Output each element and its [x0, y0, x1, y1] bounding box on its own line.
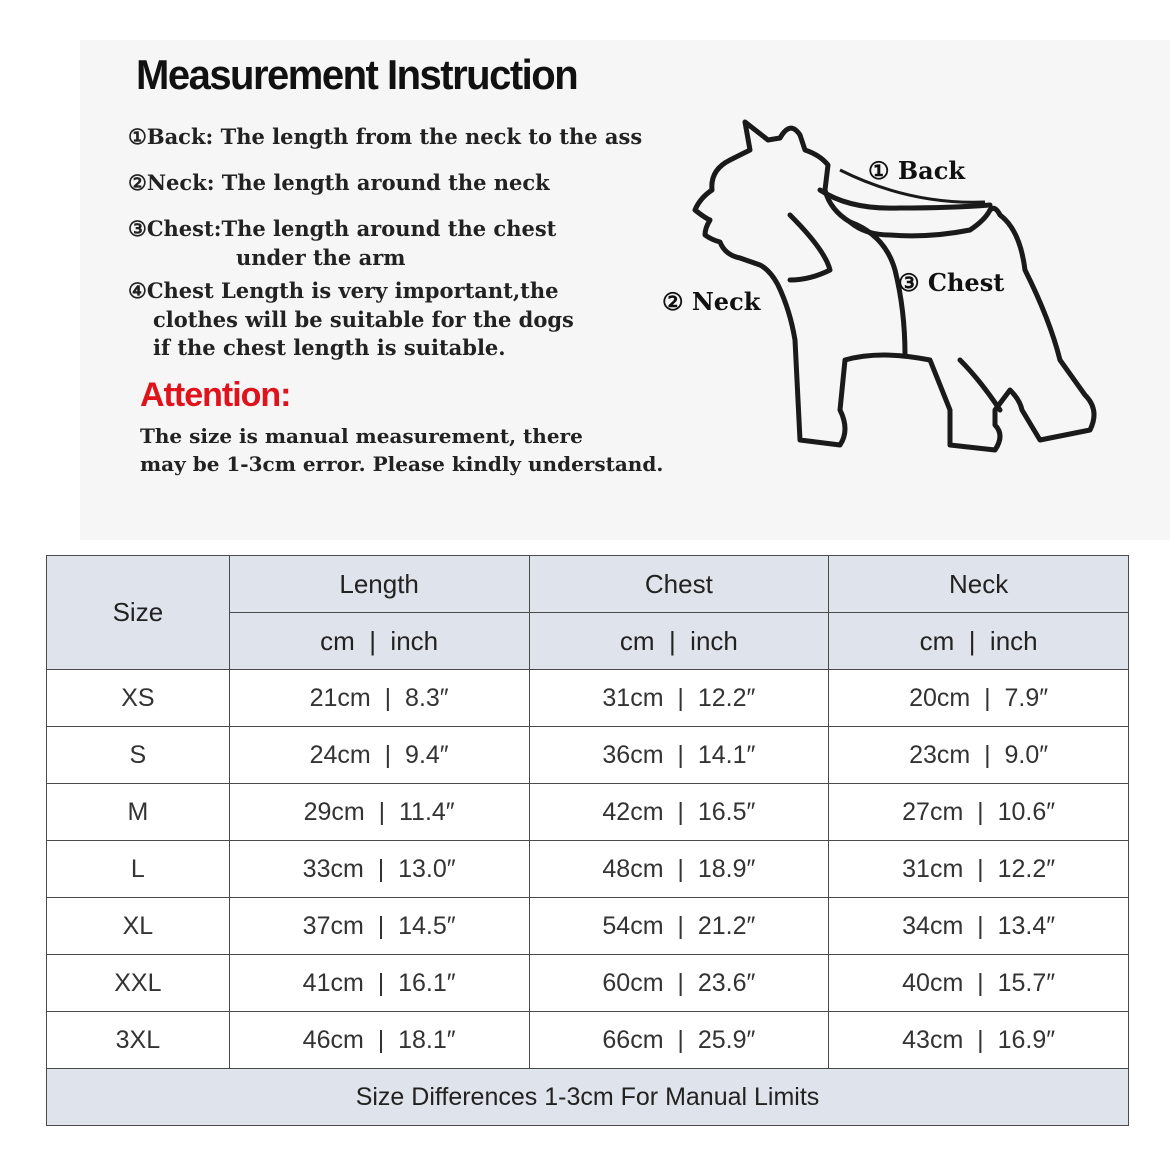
header-row — [47, 556, 1129, 613]
instruction-chest-length-cont2: if the chest length is suitable. — [153, 335, 506, 360]
table-row — [47, 898, 1129, 955]
size-cell: M — [47, 784, 230, 841]
chest-cell: 66cm | 25.9″ — [529, 1012, 829, 1069]
chest-strap — [850, 222, 905, 355]
table-row — [47, 670, 1129, 727]
length-cell: 21cm | 8.3″ — [229, 670, 529, 727]
unit-chest: cm | inch — [529, 613, 829, 670]
chest-cell: 42cm | 16.5″ — [529, 784, 829, 841]
attention-note-line1: The size is manual measurement, there — [140, 424, 583, 448]
table-row — [47, 1012, 1129, 1069]
chest-cell: 54cm | 21.2″ — [529, 898, 829, 955]
instruction-chest: ③Chest:The length around the chest — [128, 216, 557, 241]
length-cell: 29cm | 11.4″ — [229, 784, 529, 841]
unit-length: cm | inch — [229, 613, 529, 670]
dog-inner-leg — [960, 360, 1000, 410]
neck-cell: 43cm | 16.9″ — [829, 1012, 1129, 1069]
neck-cell: 34cm | 13.4″ — [829, 898, 1129, 955]
size-cell: S — [47, 727, 230, 784]
chest-cell: 31cm | 12.2″ — [529, 670, 829, 727]
size-cell: XXL — [47, 955, 230, 1012]
header-size: Size — [47, 556, 230, 670]
neck-cell: 31cm | 12.2″ — [829, 841, 1129, 898]
length-cell: 37cm | 14.5″ — [229, 898, 529, 955]
header-neck: Neck — [829, 556, 1129, 613]
size-cell: XL — [47, 898, 230, 955]
length-cell: 24cm | 9.4″ — [229, 727, 529, 784]
size-cell: XS — [47, 670, 230, 727]
instruction-title: Measurement Instruction — [136, 52, 578, 99]
neck-cell: 27cm | 10.6″ — [829, 784, 1129, 841]
table-footer-note: Size Differences 1-3cm For Manual Limits — [47, 1069, 1129, 1126]
diagram-label-chest: ③ Chest — [898, 268, 1005, 297]
attention-note-line2: may be 1-3cm error. Please kindly understand. — [140, 452, 664, 476]
diagram-label-neck: ② Neck — [662, 287, 761, 316]
attention-label: Attention: — [140, 376, 291, 414]
neck-cell: 23cm | 9.0″ — [829, 727, 1129, 784]
table-row — [47, 955, 1129, 1012]
length-cell: 41cm | 16.1″ — [229, 955, 529, 1012]
instruction-chest-length-cont1: clothes will be suitable for the dogs — [153, 307, 574, 332]
instruction-chest-cont: under the arm — [236, 245, 406, 270]
header-chest: Chest — [529, 556, 829, 613]
chest-cell: 60cm | 23.6″ — [529, 955, 829, 1012]
neck-strap — [790, 215, 830, 280]
length-cell: 33cm | 13.0″ — [229, 841, 529, 898]
chest-cell: 36cm | 14.1″ — [529, 727, 829, 784]
footer-row — [47, 1069, 1129, 1126]
neck-cell: 40cm | 15.7″ — [829, 955, 1129, 1012]
chest-cell: 48cm | 18.9″ — [529, 841, 829, 898]
instruction-chest-length: ④Chest Length is very important,the — [128, 278, 559, 303]
neck-cell: 20cm | 7.9″ — [829, 670, 1129, 727]
unit-neck: cm | inch — [829, 613, 1129, 670]
instruction-back: ①Back: The length from the neck to the ass — [128, 124, 643, 149]
diagram-label-back: ① Back — [868, 156, 965, 185]
table-row — [47, 841, 1129, 898]
header-length: Length — [229, 556, 529, 613]
size-cell: L — [47, 841, 230, 898]
table-row — [47, 727, 1129, 784]
instruction-neck: ②Neck: The length around the neck — [128, 170, 550, 195]
size-table — [46, 555, 1129, 1126]
size-cell: 3XL — [47, 1012, 230, 1069]
table-row — [47, 784, 1129, 841]
length-cell: 46cm | 18.1″ — [229, 1012, 529, 1069]
